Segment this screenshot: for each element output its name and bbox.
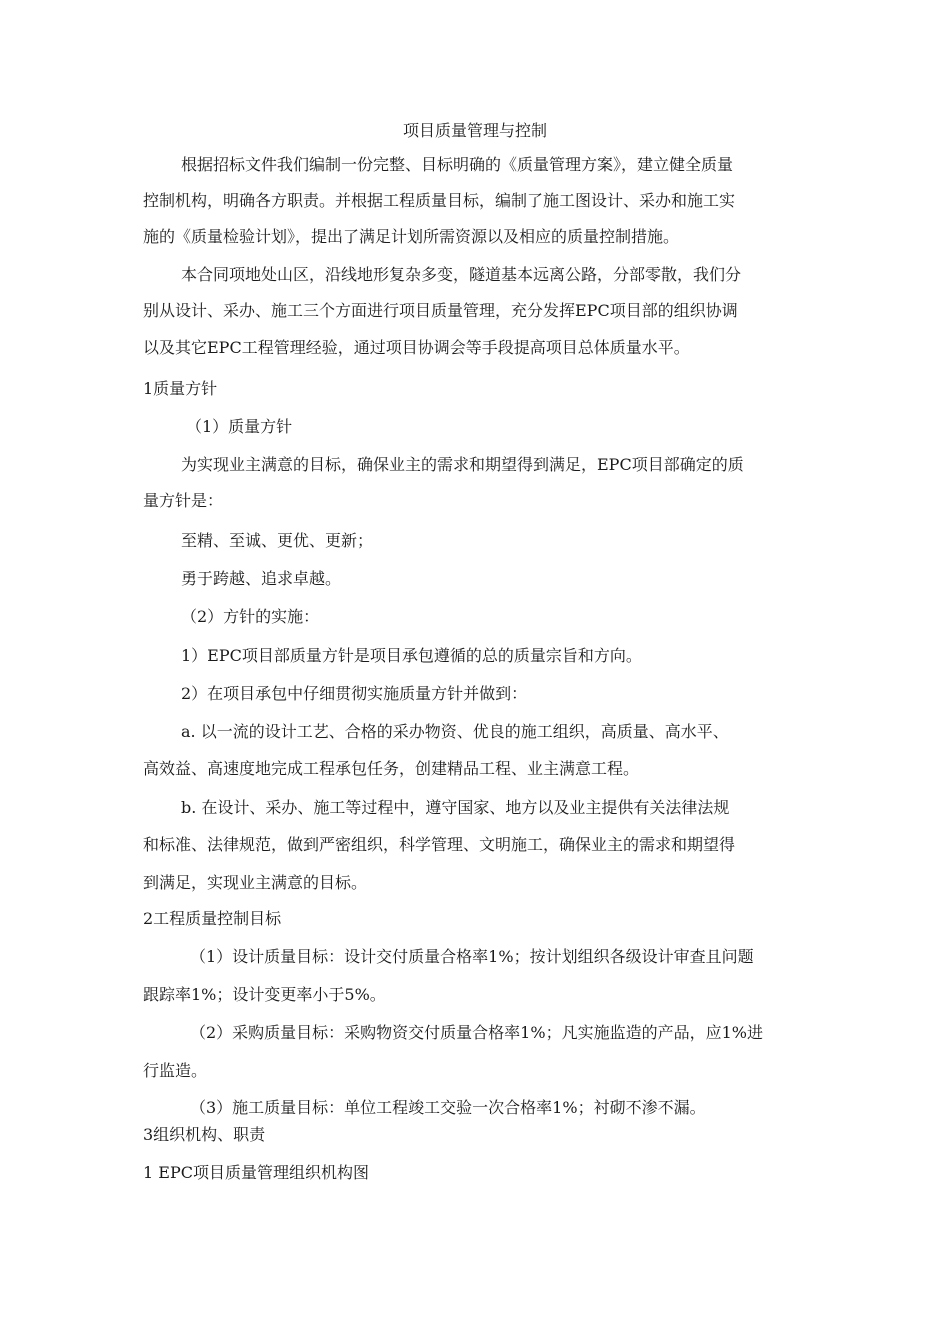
- list-item: 和标准、法律规范，做到严密组织，科学管理、文明施工，确保业主的需求和期望得: [143, 835, 736, 854]
- paragraph-line: 根据招标文件我们编制一份完整、目标明确的《质量管理方案》，建立健全质量: [181, 155, 734, 174]
- list-item: 跟踪率1%；设计变更率小于5%。: [143, 985, 386, 1004]
- paragraph-line: 以及其它EPC工程管理经验，通过项目协调会等手段提高项目总体质量水平。: [143, 338, 690, 357]
- section-heading: 3组织机构、职责: [143, 1125, 266, 1144]
- list-item: a. 以一流的设计工艺、合格的采办物资、优良的施工组织，高质量、高水平、: [181, 722, 729, 741]
- subsection-heading: （1）质量方针: [186, 417, 293, 436]
- subsection-heading: 1 EPC项目质量管理组织机构图: [143, 1163, 369, 1182]
- paragraph-line: 至精、至诚、更优、更新；: [181, 531, 374, 550]
- paragraph-line: 施的《质量检验计划》，提出了满足计划所需资源以及相应的质量控制措施。: [143, 227, 680, 246]
- list-item: 2）在项目承包中仔细贯彻实施质量方针并做到：: [181, 684, 528, 703]
- list-item: 行监造。: [143, 1061, 208, 1080]
- subsection-heading: （2）方针的实施：: [181, 607, 320, 626]
- paragraph-line: 量方针是：: [143, 491, 224, 510]
- list-item: 到满足，实现业主满意的目标。: [143, 873, 368, 892]
- list-item: （3）施工质量目标：单位工程竣工交验一次合格率1%；衬砌不渗不漏。: [190, 1098, 706, 1117]
- list-item: 1）EPC项目部质量方针是项目承包遵循的总的质量宗旨和方向。: [181, 646, 642, 665]
- section-heading: 1质量方针: [143, 379, 218, 398]
- list-item: 高效益、高速度地完成工程承包任务，创建精品工程、业主满意工程。: [143, 759, 640, 778]
- section-heading: 2工程质量控制目标: [143, 909, 282, 928]
- list-item: （1）设计质量目标：设计交付质量合格率1%；按计划组织各级设计审查且问题: [190, 947, 754, 966]
- paragraph-line: 控制机构，明确各方职责。并根据工程质量目标，编制了施工图设计、采办和施工实: [143, 191, 736, 210]
- paragraph-line: 别从设计、采办、施工三个方面进行项目质量管理，充分发挥EPC项目部的组织协调: [143, 301, 738, 320]
- list-item: b. 在设计、采办、施工等过程中，遵守国家、地方以及业主提供有关法律法规: [181, 798, 730, 817]
- list-item: （2）采购质量目标：采购物资交付质量合格率1%；凡实施监造的产品，应1%进: [190, 1023, 763, 1042]
- paragraph-line: 勇于跨越、追求卓越。: [181, 569, 342, 588]
- paragraph-line: 为实现业主满意的目标，确保业主的需求和期望得到满足，EPC项目部确定的质: [181, 455, 744, 474]
- paragraph-line: 本合同项地处山区，沿线地形复杂多变，隧道基本远离公路，分部零散，我们分: [181, 265, 742, 284]
- document-title: 项目质量管理与控制: [402, 121, 547, 140]
